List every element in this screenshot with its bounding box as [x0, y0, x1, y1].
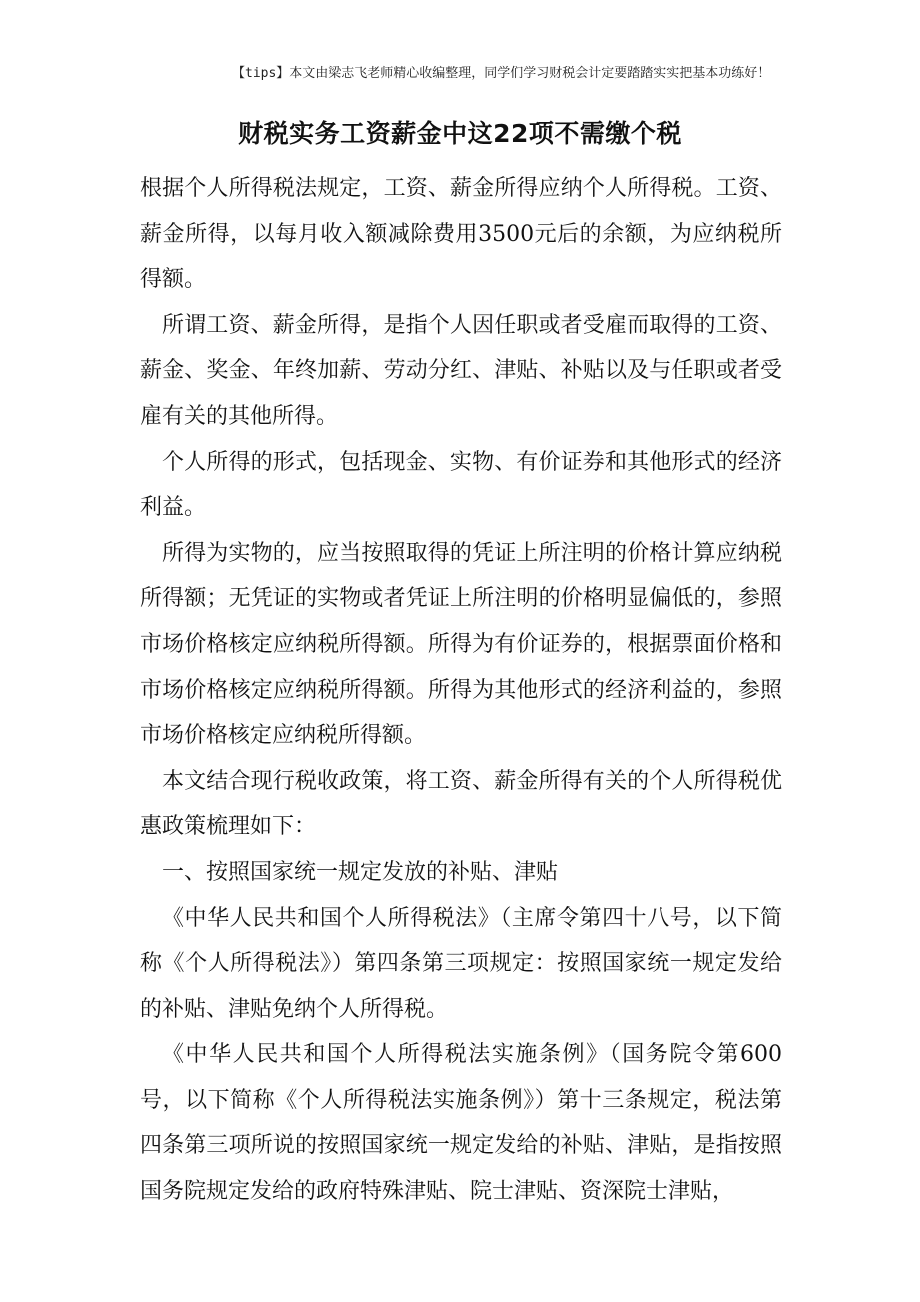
- paragraph: 《中华人民共和国个人所得税法实施条例》（国务院令第600号，以下简称《个人所得税法实施条例》）第十三条规定，税法第四条第三项所说的按照国家统一规定发给的补贴、津贴，是指按照国务院规定发给的政府特殊津贴、院士津贴、资深院士津贴，: [140, 1042, 782, 1205]
- paragraph: 所得为实物的，应当按照取得的凭证上所注明的价格计算应纳税所得额；无凭证的实物或者凭证上所注明的价格明显偏低的，参照市场价格核定应纳税所得额。所得为有价证券的，根据票面价格和市场价格核定应纳税所得额。所得为其他形式的经济利益的，参照市场价格核定应纳税所得额。: [140, 540, 782, 749]
- paragraph: 个人所得的形式，包括现金、实物、有价证券和其他形式的经济利益。: [140, 449, 782, 521]
- document-body: [140, 166, 782, 1215]
- paragraph: 根据个人所得税法规定，工资、薪金所得应纳个人所得税。工资、薪金所得，以每月收入额减除费用3500元后的余额，为应纳税所得额。: [140, 176, 782, 293]
- document-title: 财税实务工资薪金中这22项不需缴个税: [238, 119, 682, 148]
- paragraph: 《中华人民共和国个人所得税法》（主席令第四十八号，以下简称《个人所得税法》）第四条第三项规定：按照国家统一规定发给的补贴、津贴免纳个人所得税。: [140, 905, 782, 1022]
- tips-header: 【tips】本文由梁志飞老师精心收编整理，同学们学习财税会计定要踏踏实实把基本功练好！: [232, 66, 771, 81]
- paragraph: 本文结合现行税收政策，将工资、薪金所得有关的个人所得税优惠政策梳理如下：: [140, 768, 782, 840]
- section-heading: 一、按照国家统一规定发放的补贴、津贴: [162, 859, 559, 885]
- paragraph: 所谓工资、薪金所得，是指个人因任职或者受雇而取得的工资、薪金、奖金、年终加薪、劳动分红、津贴、补贴以及与任职或者受雇有关的其他所得。: [140, 312, 782, 429]
